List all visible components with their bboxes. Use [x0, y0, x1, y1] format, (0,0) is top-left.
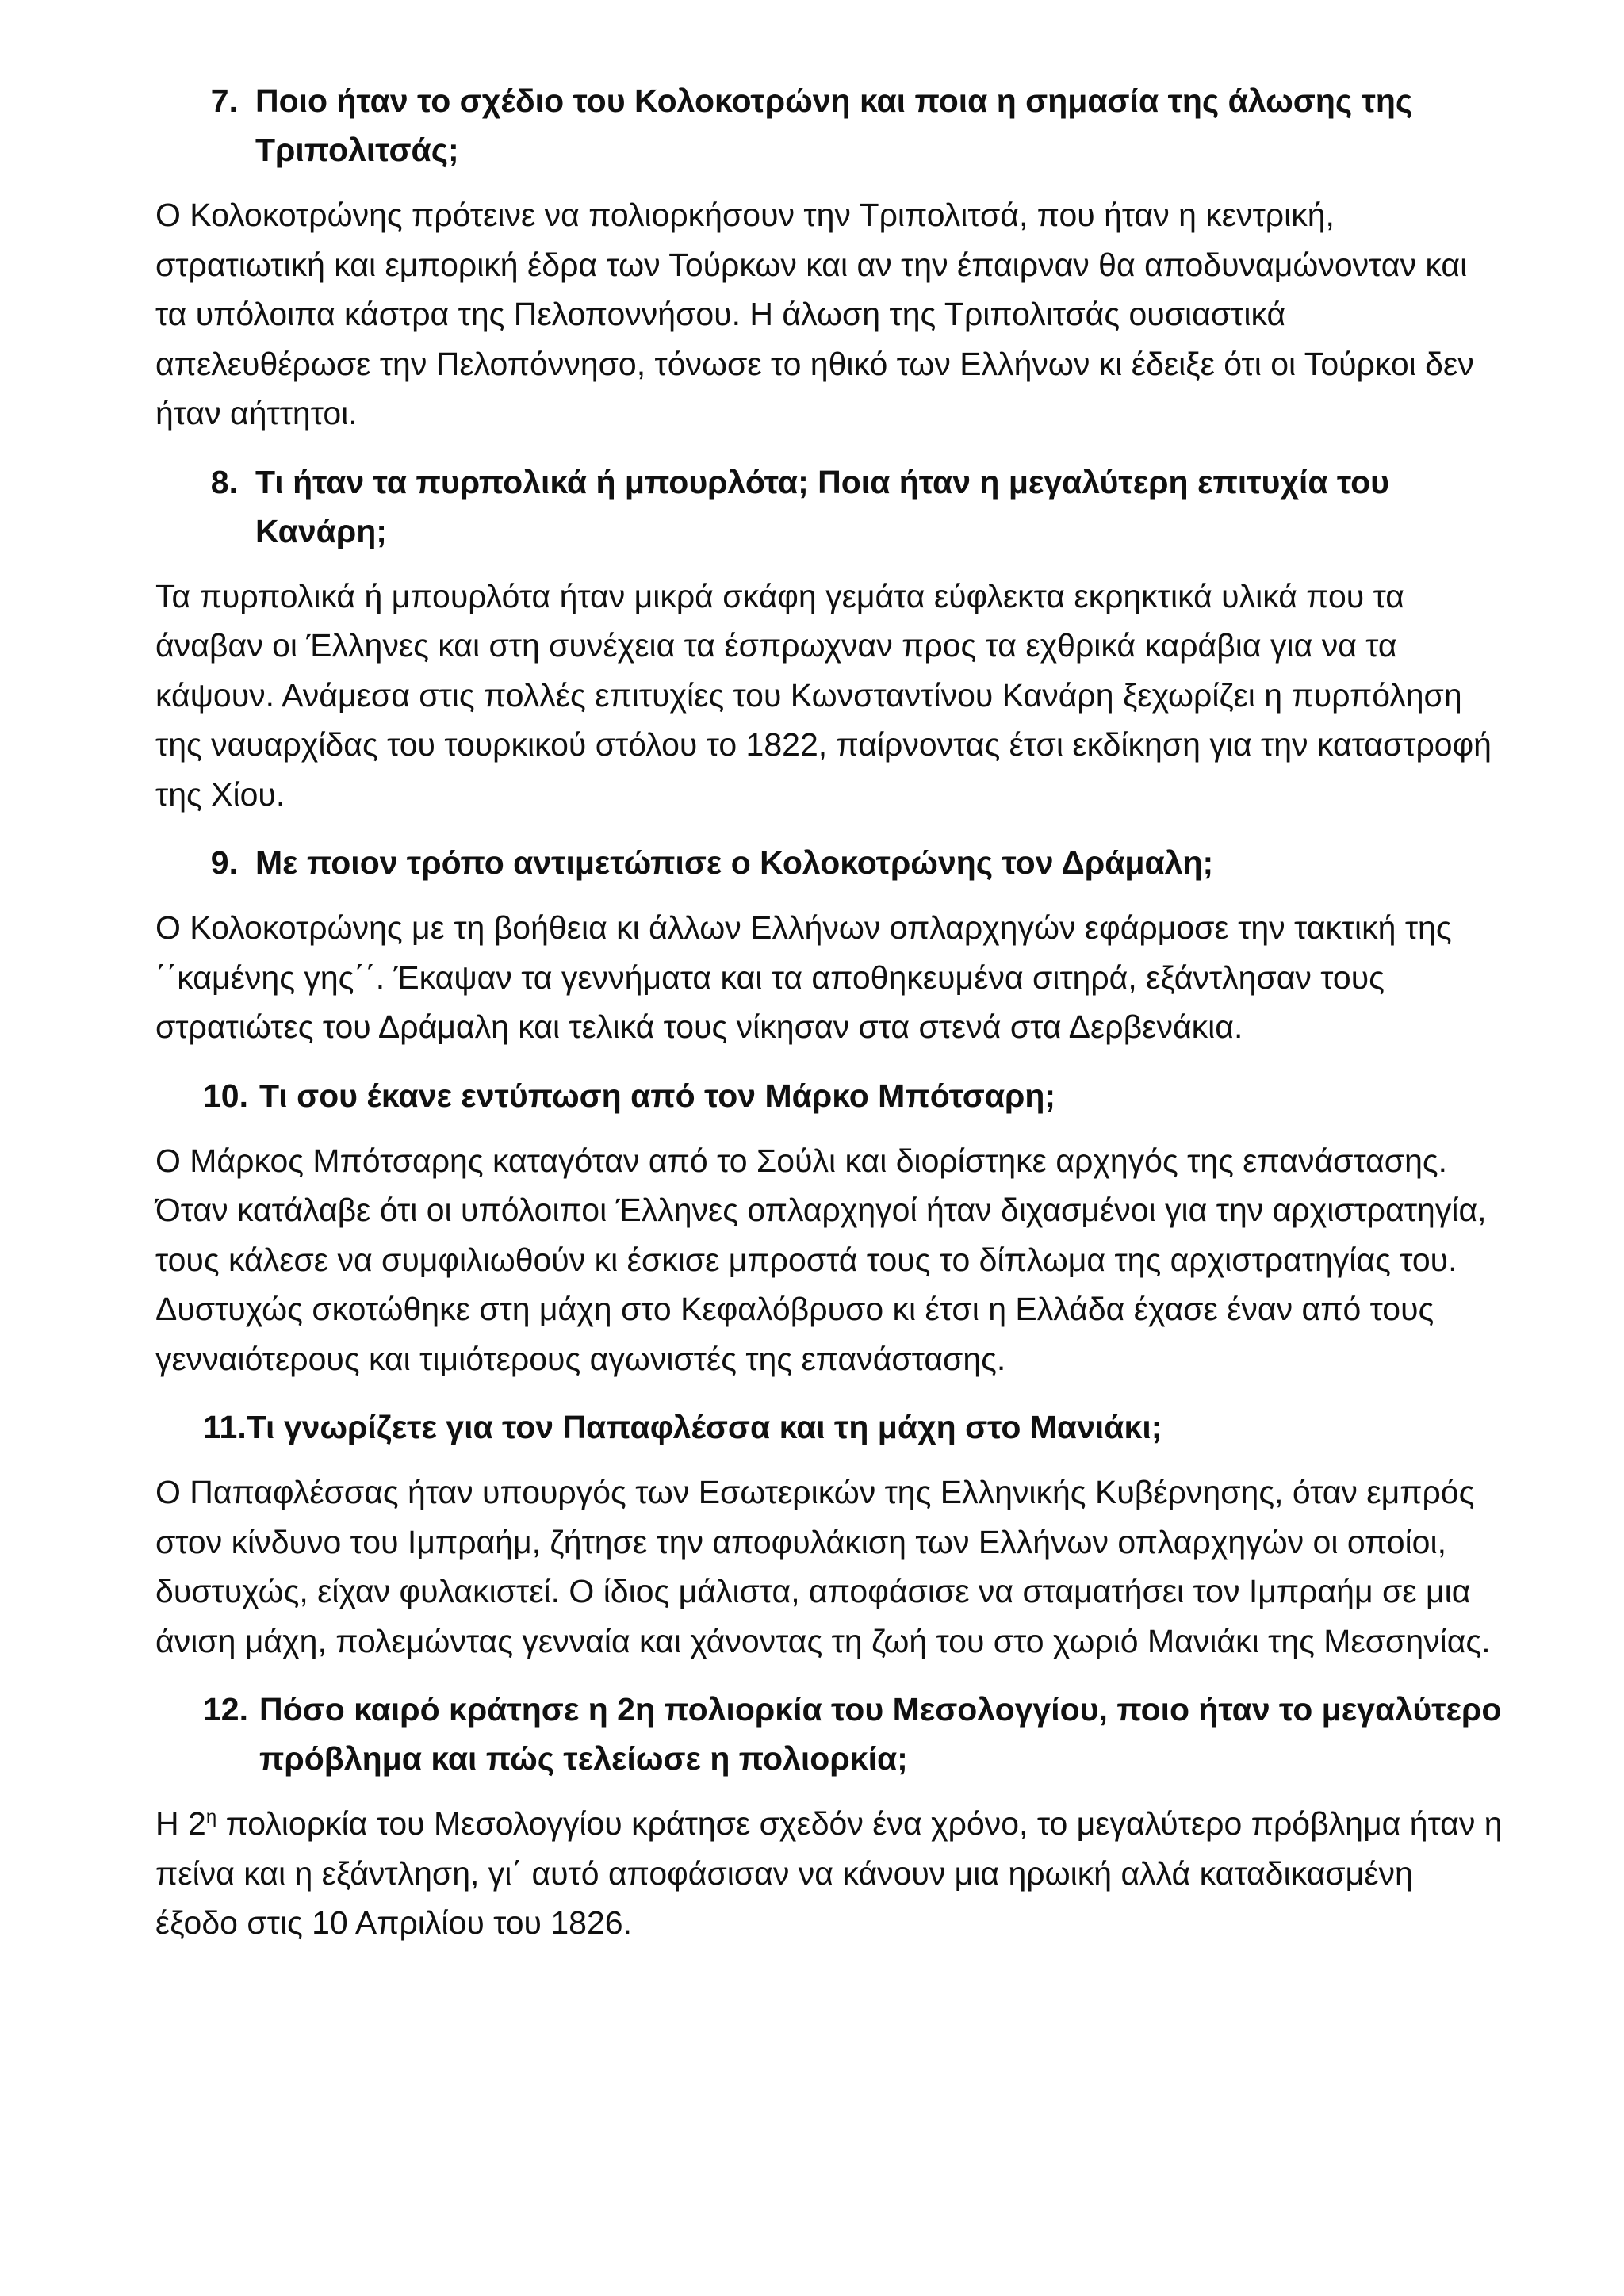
question-heading	[155, 457, 1503, 556]
answer-rest: πολιορκία του Μεσολογγίου κράτησε σχεδόν ένα χρόνο, το μεγαλύτερο πρόβλημα ήταν η πείνα και η εξάντληση, γι΄ αυτό αποφάσισαν να κάνουν μια ηρωική αλλά καταδικασμένη έξοδο στις 10 Απριλίου του 1826.	[155, 1805, 1503, 1941]
qa-item-9	[155, 838, 1503, 1052]
document-page	[155, 76, 1503, 1967]
qa-item-12	[155, 1685, 1503, 1948]
question-heading	[155, 1402, 1503, 1452]
question-number: 8.	[210, 463, 238, 500]
question-text: Ποιο ήταν το σχέδιο του Κολοκοτρώνη και ποια η σημασία της άλωσης της Τριπολιτσάς;	[255, 82, 1413, 168]
question-text: Πόσο καιρό κράτησε η 2η πολιορκία του Μεσολογγίου, ποιο ήταν το μεγαλύτερο πρόβλημα και πώς τελείωσε η πολιορκία;	[259, 1691, 1502, 1777]
question-heading	[155, 76, 1503, 174]
answer-paragraph: Ο Παπαφλέσσας ήταν υπουργός των Εσωτερικών της Ελληνικής Κυβέρνησης, όταν εμπρός στον κίνδυνο του Ιμπραήμ, ζήτησε την αποφυλάκιση των Ελλήνων οπλαρχηγών οι οποίοι, δυστυχώς, είχαν φυλακιστεί. Ο ίδιος μάλιστα, αποφάσισε να σταματήσει τον Ιμπραήμ σε μια άνιση μάχη, πολεμώντας γενναία και χάνοντας τη ζωή του στο χωριό Μανιάκι της Μεσσηνίας.	[155, 1474, 1491, 1659]
question-text: Τι σου έκανε εντύπωση από τον Μάρκο Μπότσαρη;	[259, 1077, 1056, 1114]
answer-paragraph: Ο Κολοκοτρώνης με τη βοήθεια κι άλλων Ελλήνων οπλαρχηγών εφάρμοσε την τακτική της ΄΄καμένης γης΄΄. Έκαψαν τα γεννήματα και τα αποθηκευμένα σιτηρά, εξάντλησαν τους στρατιώτες του Δράμαλη και τελικά τους νίκησαν στα στενά στα Δερβενάκια.	[155, 909, 1452, 1045]
question-number: 9.	[210, 844, 238, 881]
qa-item-10	[155, 1071, 1503, 1384]
question-heading	[155, 1071, 1503, 1120]
question-number: 11.	[203, 1409, 247, 1445]
question-number: 12.	[203, 1691, 248, 1728]
answer-paragraph: Ο Μάρκος Μπότσαρης καταγόταν από το Σούλι και διορίστηκε αρχηγός της επανάστασης. Όταν κατάλαβε ότι οι υπόλοιποι Έλληνες οπλαρχηγοί ήταν διχασμένοι για την αρχιστρατηγία, τους κάλεσε να συμφιλιωθούν κι έσκισε μπροστά τους το δίπλωμα της αρχιστρατηγίας του. Δυστυχώς σκοτώθηκε στη μάχη στο Κεφαλόβρυσο κι έτσι η Ελλάδα έχασε έναν από τους γενναιότερους και τιμιότερους αγωνιστές της επανάστασης.	[155, 1142, 1487, 1377]
answer-paragraph	[155, 1799, 1503, 1948]
question-heading	[155, 838, 1503, 887]
qa-item-11	[155, 1402, 1503, 1666]
question-text: Με ποιον τρόπο αντιμετώπισε ο Κολοκοτρώνης τον Δράμαλη;	[255, 844, 1214, 881]
qa-item-7	[155, 76, 1503, 438]
ordinal-superscript: η	[205, 1806, 217, 1828]
question-number: 10.	[203, 1077, 248, 1114]
answer-paragraph: Ο Κολοκοτρώνης πρότεινε να πολιορκήσουν την Τριπολιτσά, που ήταν η κεντρική, στρατιωτική και εμπορική έδρα των Τούρκων και αν την έπαιρναν θα αποδυναμώνονταν και τα υπόλοιπα κάστρα της Πελοποννήσου. Η άλωση της Τριπολιτσάς ουσιαστικά απελευθέρωσε την Πελοπόννησο, τόνωσε το ηθικό των Ελλήνων κι έδειξε ότι οι Τούρκοι δεν ήταν αήττητοι.	[155, 197, 1474, 431]
question-heading	[155, 1685, 1503, 1783]
answer-prefix: Η 2	[155, 1805, 206, 1842]
answer-paragraph: Τα πυρπολικά ή μπουρλότα ήταν μικρά σκάφη γεμάτα εύφλεκτα εκρηκτικά υλικά που τα άναβαν οι Έλληνες και στη συνέχεια τα έσπρωχναν προς τα εχθρικά καράβια για να τα κάψουν. Ανάμεσα στις πολλές επιτυχίες του Κωνσταντίνου Κανάρη ξεχωρίζει η πυρπόληση της ναυαρχίδας του τουρκικού στόλου το 1822, παίρνοντας έτσι εκδίκηση για την καταστροφή της Χίου.	[155, 577, 1492, 813]
question-text: Τι ήταν τα πυρπολικά ή μπουρλότα; Ποια ήταν η μεγαλύτερη επιτυχία του Κανάρη;	[255, 463, 1390, 549]
question-text: Τι γνωρίζετε για τον Παπαφλέσσα και τη μάχη στο Μανιάκι;	[246, 1409, 1162, 1445]
qa-item-8	[155, 457, 1503, 820]
question-number: 7.	[210, 82, 238, 119]
